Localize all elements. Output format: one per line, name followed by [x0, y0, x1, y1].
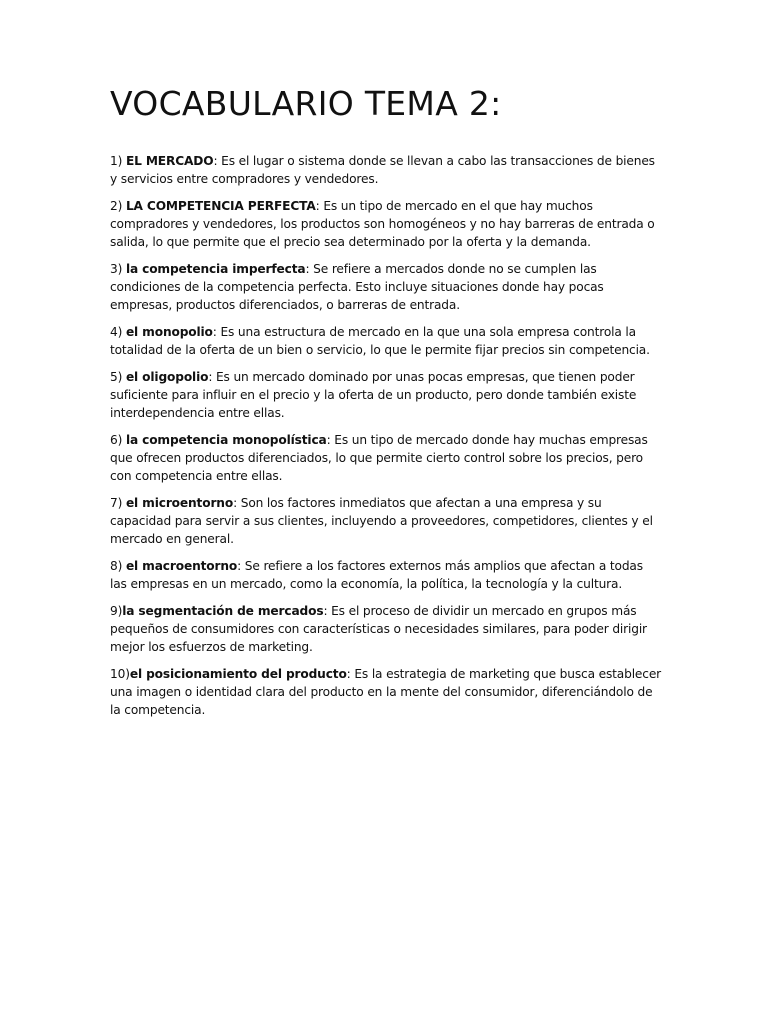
item-term: la segmentación de mercados	[122, 604, 324, 618]
vocabulary-item	[110, 557, 662, 593]
item-term: la competencia imperfecta	[125, 262, 306, 276]
item-number: 9)	[110, 604, 123, 618]
item-term: el oligopolio	[125, 370, 209, 384]
item-definition: : Son los factores inmediatos que afectan a una empresa y su capacidad para servir a sus clientes, incluyendo a proveedores, competidores, clientes y el mercado en general.	[110, 496, 653, 546]
item-term: el microentorno	[125, 496, 234, 510]
vocabulary-item	[110, 323, 662, 359]
item-term: LA COMPETENCIA PERFECTA	[125, 199, 316, 213]
item-number: 8)	[110, 559, 126, 573]
document-title: VOCABULARIO TEMA 2:	[110, 84, 502, 123]
item-definition: : Se refiere a mercados donde no se cumplen las condiciones de la competencia perfecta. Esto incluye situaciones donde hay pocas empresas, productos diferenciados, o barreras de entrada.	[110, 262, 604, 312]
item-term: la competencia monopolística	[125, 433, 327, 447]
item-definition: : Es un tipo de mercado donde hay muchas empresas que ofrecen productos diferenciados, lo que permite cierto control sobre los precios, pero con competencia entre ellas.	[110, 433, 648, 483]
item-definition: : Es el lugar o sistema donde se llevan a cabo las transacciones de bienes y servicios entre compradores y vendedores.	[110, 154, 655, 186]
item-number: 7)	[110, 496, 126, 510]
item-definition: : Es el proceso de dividir un mercado en grupos más pequeños de consumidores con características o necesidades similares, para poder dirigir mejor los esfuerzos de marketing.	[110, 604, 647, 654]
vocabulary-item	[110, 368, 662, 422]
item-term: EL MERCADO	[125, 154, 214, 168]
item-number: 4)	[110, 325, 126, 339]
item-number: 3)	[110, 262, 126, 276]
item-term: el monopolio	[125, 325, 213, 339]
item-definition: : Es la estrategia de marketing que busca establecer una imagen o identidad clara del producto en la mente del consumidor, diferenciándolo de la competencia.	[110, 667, 662, 717]
vocabulary-item	[110, 260, 662, 314]
item-number: 2)	[110, 199, 126, 213]
item-number: 5)	[110, 370, 126, 384]
vocabulary-list	[110, 152, 662, 728]
item-definition: : Es un mercado dominado por unas pocas empresas, que tienen poder suficiente para influir en el precio y la oferta de un producto, pero donde también existe interdependencia entre ellas.	[110, 370, 637, 420]
vocabulary-item	[110, 152, 662, 188]
item-term: el macroentorno	[125, 559, 238, 573]
item-definition: : Es un tipo de mercado en el que hay muchos compradores y vendedores, los productos son homogéneos y no hay barreras de entrada o salida, lo que permite que el precio sea determinado por la oferta y la demanda.	[110, 199, 655, 249]
item-definition: : Se refiere a los factores externos más amplios que afectan a todas las empresas en un mercado, como la economía, la política, la tecnología y la cultura.	[110, 559, 643, 591]
item-term: el posicionamiento del producto	[129, 667, 347, 681]
vocabulary-item	[110, 431, 662, 485]
vocabulary-item	[110, 602, 662, 656]
item-number: 10)	[110, 667, 130, 681]
item-number: 6)	[110, 433, 126, 447]
item-number: 1)	[110, 154, 126, 168]
vocabulary-item	[110, 197, 662, 251]
item-definition: : Es una estructura de mercado en la que una sola empresa controla la totalidad de la oferta de un bien o servicio, lo que le permite fijar precios sin competencia.	[110, 325, 650, 357]
vocabulary-item	[110, 494, 662, 548]
vocabulary-item	[110, 665, 662, 719]
